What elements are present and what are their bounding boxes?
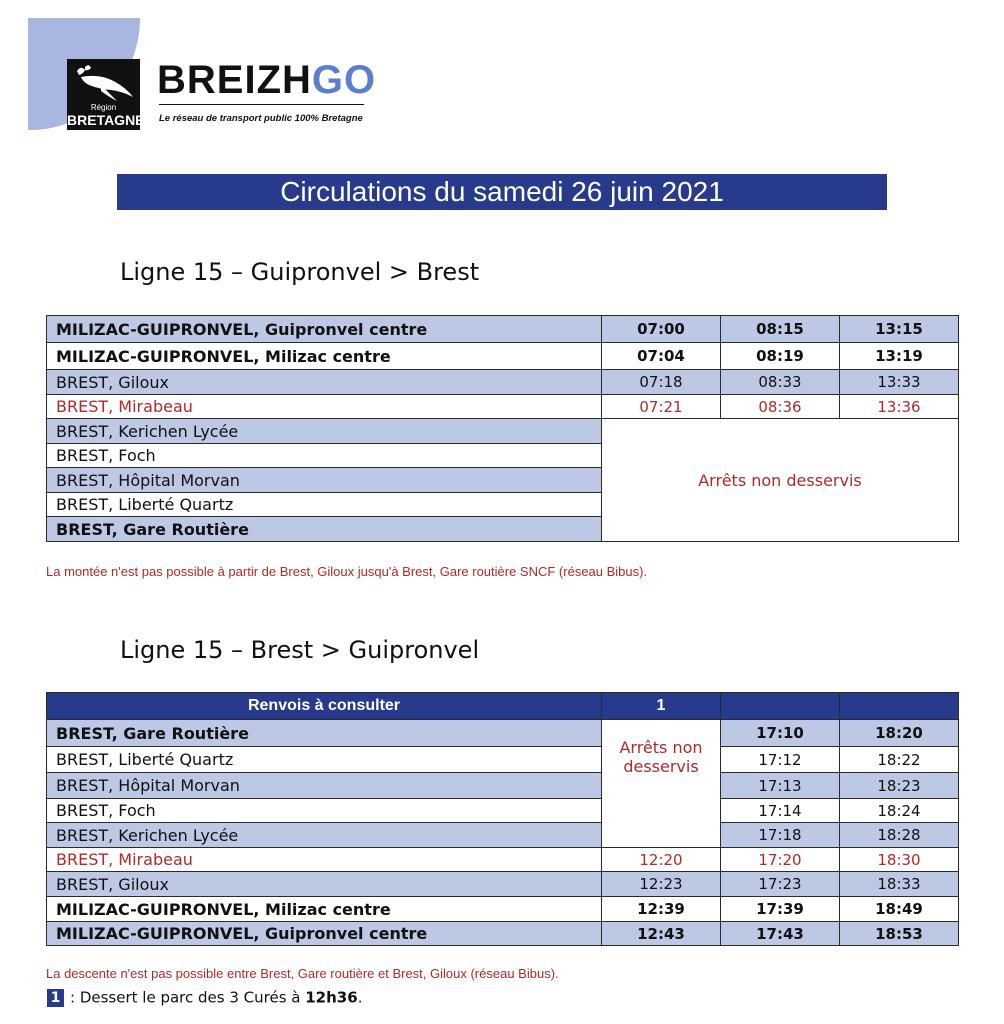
stop-name: MILIZAC-GUIPRONVEL, Guipronvel centre: [47, 316, 602, 343]
not-served-line1: Arrêts non: [619, 738, 703, 757]
stop-name: BREST, Hôpital Morvan: [47, 468, 602, 493]
table-row: [47, 316, 959, 343]
departure-time: 12:23: [602, 872, 721, 897]
departure-time: 13:33: [840, 370, 959, 395]
departure-time: 13:19: [840, 343, 959, 370]
departure-time: 17:39: [721, 897, 840, 922]
table-row: [47, 747, 959, 773]
departure-time: 08:36: [721, 395, 840, 419]
bretagne-label: BRETAGNE: [67, 112, 145, 128]
footnote: [47, 988, 362, 1007]
departure-time: 17:13: [721, 773, 840, 799]
departure-time: 18:28: [840, 823, 959, 848]
stop-name: MILIZAC-GUIPRONVEL, Guipronvel centre: [47, 922, 602, 946]
stop-name: BREST, Liberté Quartz: [47, 747, 602, 773]
departure-time: 18:49: [840, 897, 959, 922]
departure-time: 12:20: [602, 848, 721, 872]
stop-name: BREST, Kerichen Lycée: [47, 823, 602, 848]
table-row: [47, 419, 959, 444]
breizhgo-wordmark: [157, 58, 376, 102]
stop-name: BREST, Gare Routière: [47, 720, 602, 747]
departure-time: 18:30: [840, 848, 959, 872]
stop-name: MILIZAC-GUIPRONVEL, Milizac centre: [47, 897, 602, 922]
departure-time: 12:43: [602, 922, 721, 946]
footnote-badge: 1: [47, 989, 64, 1007]
departure-time: 17:23: [721, 872, 840, 897]
table-row: [47, 720, 959, 747]
departure-time: 12:39: [602, 897, 721, 922]
timetable-guipronvel-brest: [46, 315, 959, 542]
boarding-note: La montée n'est pas possible à partir de Brest, Giloux jusqu'à Brest, Gare routière SNCF (réseau Bibus).: [46, 564, 648, 579]
table-row: [47, 922, 959, 946]
departure-time: 07:00: [602, 316, 721, 343]
section1-title: Ligne 15 – Guipronvel > Brest: [120, 258, 480, 286]
stop-name: BREST, Liberté Quartz: [47, 493, 602, 517]
not-served-label: [602, 720, 721, 848]
stop-name: BREST, Mirabeau: [47, 848, 602, 872]
brand-divider: [159, 104, 364, 105]
stop-name: MILIZAC-GUIPRONVEL, Milizac centre: [47, 343, 602, 370]
stop-name: BREST, Gare Routière: [47, 517, 602, 542]
stop-name: BREST, Foch: [47, 444, 602, 468]
brand-prefix: BREIZH: [157, 58, 312, 102]
departure-time: 08:33: [721, 370, 840, 395]
header-col-3: [840, 693, 959, 720]
departure-time: 17:14: [721, 799, 840, 823]
stop-name: BREST, Kerichen Lycée: [47, 419, 602, 444]
table-row: [47, 872, 959, 897]
stop-name: BREST, Giloux: [47, 872, 602, 897]
departure-time: 18:33: [840, 872, 959, 897]
departure-time: 08:15: [721, 316, 840, 343]
brand-suffix: GO: [311, 58, 377, 102]
table-header-row: [47, 693, 959, 720]
departure-time: 18:53: [840, 922, 959, 946]
stop-name: BREST, Hôpital Morvan: [47, 773, 602, 799]
header-renvois: Renvois à consulter: [47, 693, 602, 720]
timetable-brest-guipronvel: [46, 692, 959, 946]
table-row: [47, 343, 959, 370]
stop-name: BREST, Giloux: [47, 370, 602, 395]
departure-time: 13:15: [840, 316, 959, 343]
alighting-note: La descente n'est pas possible entre Brest, Gare routière et Brest, Giloux (réseau Bibus).: [46, 966, 559, 981]
page-title-banner: Circulations du samedi 26 juin 2021: [117, 174, 887, 210]
footnote-end: .: [357, 988, 363, 1007]
departure-time: 18:22: [840, 747, 959, 773]
departure-time: 17:18: [721, 823, 840, 848]
section2-title: Ligne 15 – Brest > Guipronvel: [120, 636, 480, 664]
departure-time: 07:04: [602, 343, 721, 370]
table-row: [47, 823, 959, 848]
table-row: [47, 773, 959, 799]
not-served-line2: desservis: [623, 757, 699, 776]
region-bretagne-logo: [67, 59, 145, 130]
header-col-2: [721, 693, 840, 720]
departure-time: 07:18: [602, 370, 721, 395]
table-row: [47, 799, 959, 823]
departure-time: 18:20: [840, 720, 959, 747]
departure-time: 18:23: [840, 773, 959, 799]
departure-time: 18:24: [840, 799, 959, 823]
footnote-time: 12h36: [305, 988, 358, 1007]
not-served-label: Arrêts non desservis: [602, 419, 959, 542]
footnote-text: : Dessert le parc des 3 Curés à: [70, 988, 306, 1007]
region-label: Région: [90, 103, 117, 112]
departure-time: 17:10: [721, 720, 840, 747]
departure-time: 17:20: [721, 848, 840, 872]
brand-tagline: Le réseau de transport public 100% Bretagne: [159, 113, 363, 124]
departure-time: 13:36: [840, 395, 959, 419]
stop-name: BREST, Foch: [47, 799, 602, 823]
departure-time: 08:19: [721, 343, 840, 370]
table-row: [47, 395, 959, 419]
table-row: [47, 897, 959, 922]
departure-time: 07:21: [602, 395, 721, 419]
ermine-bird-icon: [71, 63, 136, 103]
departure-time: 17:43: [721, 922, 840, 946]
header-col-1: 1: [602, 693, 721, 720]
table-row: [47, 370, 959, 395]
departure-time: 17:12: [721, 747, 840, 773]
table-row: [47, 848, 959, 872]
stop-name: BREST, Mirabeau: [47, 395, 602, 419]
